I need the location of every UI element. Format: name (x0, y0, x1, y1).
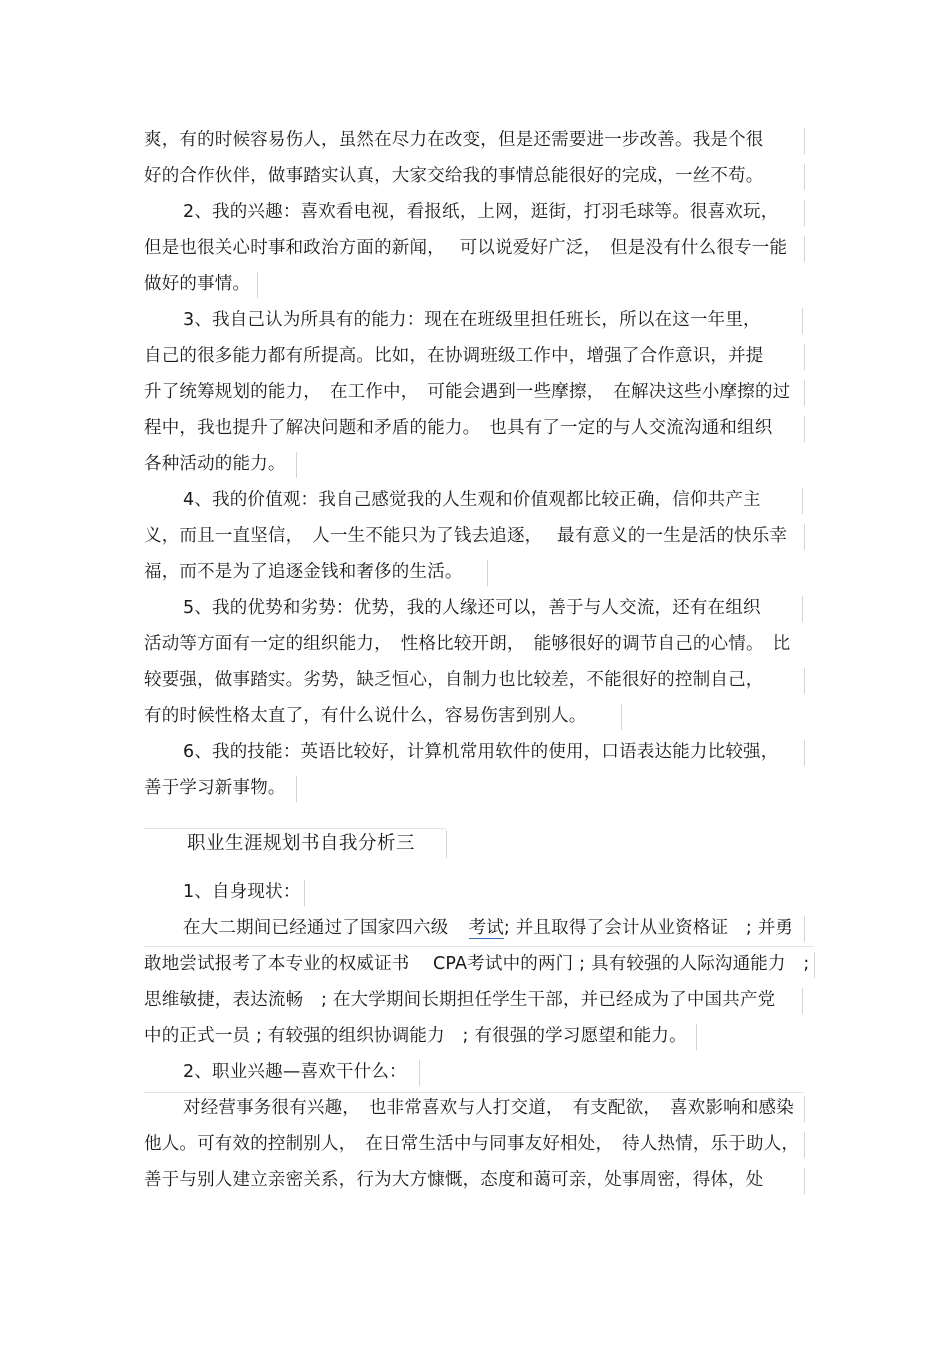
column-rule (804, 916, 805, 942)
text-line: 1、自身现状： (183, 882, 301, 902)
text-line: 3、我自己认为所具有的能力：现在在班级里担任班长，所以在这一年里， (183, 310, 761, 330)
text-line: 好的合作伙伴，做事踏实认真，大家交给我的事情总能很好的完成，一丝不苟。 (144, 166, 764, 186)
text-line: 6、我的技能：英语比较好，计算机常用软件的使用，口语表达能力比较强， (183, 742, 779, 762)
text-line: 对经营事务很有兴趣， 也非常喜欢与人打交道， 有支配欲， 喜欢影响和感染 (183, 1098, 794, 1118)
column-rule (802, 988, 803, 1014)
column-rule (804, 236, 805, 262)
column-rule (802, 596, 803, 622)
text-line: 福，而不是为了追逐金钱和奢侈的生活。 (144, 562, 463, 582)
text-line: 升了统筹规划的能力， 在工作中， 可能会遇到一些摩擦， 在解决这些小摩擦的过 (144, 382, 791, 402)
text-line: 善于学习新事物。 (144, 778, 286, 798)
text-line: 但是也很关心时事和政治方面的新闻， 可以说爱好广泛， 但是没有什么很专一能 (144, 238, 788, 258)
column-rule (804, 164, 805, 190)
column-rule (804, 668, 805, 694)
text-line: 善于与别人建立亲密关系，行为大方慷慨，态度和蔼可亲，处事周密，得体，处 (144, 1170, 764, 1190)
column-rule (804, 524, 805, 550)
heading-edge-rule (446, 830, 447, 858)
text-line: 思维敏捷，表达流畅 ; 在大学期间长期担任学生干部，并已经成为了中国共产党 (144, 990, 776, 1010)
text-line: 5、我的优势和劣势：优势，我的人缘还可以，善于与人交流，还有在组织 (183, 598, 761, 618)
column-rule (804, 740, 805, 766)
box-edge (144, 1092, 804, 1093)
text-line: 做好的事情。 (144, 274, 251, 294)
column-rule (814, 952, 815, 978)
exam-link[interactable]: 考试 (468, 918, 504, 938)
column-rule (804, 1132, 805, 1158)
text-line: 4、我的价值观：我自己感觉我的人生观和价值观都比较正确，信仰共产主 (183, 490, 761, 510)
text-line: 爽，有的时候容易伤人，虽然在尽力在改变，但是还需要进一步改善。我是个很 (144, 130, 764, 150)
column-rule (419, 1060, 420, 1086)
column-rule (804, 416, 805, 442)
text-line: 2、我的兴趣：喜欢看电视，看报纸，上网，逛街，打羽毛球等。很喜欢玩， (183, 202, 779, 222)
column-rule (804, 380, 805, 406)
text-line (183, 914, 793, 942)
column-rule (804, 1096, 805, 1122)
column-rule (804, 200, 805, 226)
column-rule (696, 1024, 697, 1050)
text-segment: ; 并且取得了会计从业资格证 ; 并勇 (503, 918, 794, 938)
column-rule (296, 452, 297, 478)
text-line: 中的正式一员 ; 有较强的组织协调能力 ; 有很强的学习愿望和能力。 (144, 1026, 687, 1046)
text-line: 自己的很多能力都有所提高。比如，在协调班级工作中，增强了合作意识，并提 (144, 346, 764, 366)
column-rule (804, 344, 805, 370)
column-rule (804, 1168, 805, 1194)
column-rule (487, 560, 488, 586)
column-rule (802, 308, 803, 334)
text-line: 2、职业兴趣—喜欢干什么： (183, 1062, 407, 1082)
text-line: 程中，我也提升了解决问题和矛盾的能力。 也具有了一定的与人交流沟通和组织 (144, 418, 773, 438)
column-rule (257, 272, 258, 298)
box-edge (144, 946, 814, 947)
text-line: 各种活动的能力。 (144, 454, 286, 474)
column-rule (802, 488, 803, 514)
text-segment: 在大二期间已经通过了国家四六级 (183, 918, 449, 938)
section-title: 职业生涯规划书自我分析三 (187, 833, 416, 854)
text-line: 有的时候性格太直了，有什么说什么，容易伤害到别人。 (144, 706, 587, 726)
text-line: 他人。可有效的控制别人， 在日常生活中与同事友好相处， 待人热情，乐于助人， (144, 1134, 800, 1154)
column-rule (304, 880, 305, 906)
column-rule (296, 776, 297, 802)
text-line: 敢地尝试报考了本专业的权威证书 CPA考试中的两门 ; 具有较强的人际沟通能力 ; (144, 954, 810, 974)
column-rule (621, 704, 622, 730)
text-line: 义，而且一直坚信， 人一生不能只为了钱去追逐， 最有意义的一生是活的快乐幸 (144, 526, 788, 546)
column-rule (804, 128, 805, 154)
text-line: 较要强，做事踏实。劣势，缺乏恒心，自制力也比较差，不能很好的控制自己， (144, 670, 764, 690)
text-line: 活动等方面有一定的组织能力， 性格比较开朗， 能够很好的调节自己的心情。 比 (144, 634, 791, 654)
